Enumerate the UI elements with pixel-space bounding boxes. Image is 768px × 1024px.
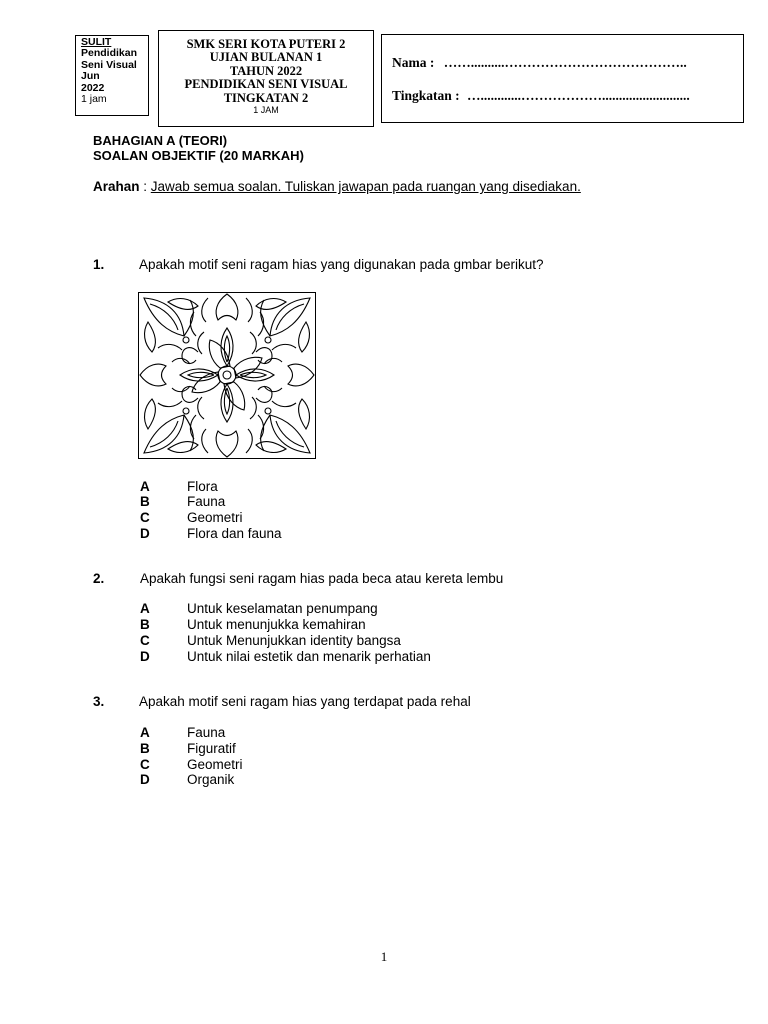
option-text: Flora xyxy=(187,479,218,494)
option-letter: B xyxy=(140,741,150,756)
option-text: Untuk nilai estetik dan menarik perhatian xyxy=(187,649,431,664)
question-number: 2. xyxy=(93,571,105,586)
option-letter: A xyxy=(140,725,150,740)
instruction xyxy=(93,179,581,194)
option-a[interactable] xyxy=(140,601,378,617)
exam-subject: PENDIDIKAN SENI VISUAL xyxy=(184,77,348,92)
option-d[interactable] xyxy=(140,526,282,542)
option-letter: B xyxy=(140,617,150,632)
exam-name: UJIAN BULANAN 1 xyxy=(209,50,323,65)
option-text: Fauna xyxy=(187,494,226,509)
option-text: Organik xyxy=(187,772,235,787)
subject-line: Pendidikan xyxy=(81,47,138,60)
option-a[interactable] xyxy=(140,479,218,495)
subject-line: Jun xyxy=(81,70,100,83)
option-b[interactable] xyxy=(140,617,366,633)
question-text: Apakah fungsi seni ragam hias pada beca atau kereta lembu xyxy=(140,571,504,586)
option-b[interactable] xyxy=(140,494,225,510)
option-d[interactable] xyxy=(140,772,234,788)
question-text: Apakah motif seni ragam hias yang terdapat pada rehal xyxy=(139,694,471,709)
option-letter: D xyxy=(140,772,150,787)
option-text: Untuk keselamatan penumpang xyxy=(187,601,378,616)
section-subtitle: SOALAN OBJEKTIF (20 MARKAH) xyxy=(93,148,304,163)
exam-duration: 1 JAM xyxy=(253,105,279,116)
option-text: Flora dan fauna xyxy=(187,526,282,541)
option-letter: C xyxy=(140,510,150,525)
question-number: 3. xyxy=(93,694,105,709)
option-letter: A xyxy=(140,479,150,494)
subject-line: Seni Visual xyxy=(81,58,137,71)
option-letter: C xyxy=(140,633,150,648)
nama-field[interactable]: ……..........………………………………….. xyxy=(443,55,687,70)
option-letter: D xyxy=(140,526,150,541)
option-d[interactable] xyxy=(140,649,431,665)
option-letter: A xyxy=(140,601,150,616)
option-c[interactable] xyxy=(140,510,243,526)
option-letter: D xyxy=(140,649,150,664)
option-text: Figuratif xyxy=(187,741,236,756)
floral-motif-image xyxy=(138,292,316,459)
subject-info-box xyxy=(75,35,149,116)
option-a[interactable] xyxy=(140,725,225,741)
option-text: Fauna xyxy=(187,725,226,740)
sulit-label: SULIT xyxy=(81,36,112,48)
exam-title-box xyxy=(158,30,374,127)
school-name: SMK SERI KOTA PUTERI 2 xyxy=(186,37,346,51)
option-c[interactable] xyxy=(140,757,243,773)
option-text: Geometri xyxy=(187,757,243,772)
instruction-separator: : xyxy=(139,179,151,194)
option-letter: B xyxy=(140,494,150,509)
question-text: Apakah motif seni ragam hias yang digunakan pada gmbar berikut? xyxy=(139,257,544,272)
option-letter: C xyxy=(140,757,150,772)
option-text: Geometri xyxy=(187,510,243,525)
duration-label: 1 jam xyxy=(81,93,107,106)
question-number: 1. xyxy=(93,257,105,272)
tingkatan-row[interactable] xyxy=(392,88,690,104)
student-info-box xyxy=(381,34,744,123)
exam-year: TAHUN 2022 xyxy=(229,63,303,78)
instruction-text: Jawab semua soalan. Tuliskan jawapan pada ruangan yang disediakan. xyxy=(150,179,581,194)
exam-form: TINGKATAN 2 xyxy=(223,90,309,105)
section-title: BAHAGIAN A (TEORI) xyxy=(93,133,228,148)
tingkatan-field[interactable]: …............……………….......................... xyxy=(467,88,690,103)
option-c[interactable] xyxy=(140,633,401,649)
nama-label: Nama : xyxy=(392,55,435,70)
nama-row[interactable] xyxy=(392,55,687,71)
option-text: Untuk Menunjukkan identity bangsa xyxy=(187,633,401,648)
instruction-label: Arahan xyxy=(93,179,140,194)
option-text: Untuk menunjukka kemahiran xyxy=(187,617,366,632)
page-number: 1 xyxy=(380,949,388,964)
option-b[interactable] xyxy=(140,741,236,757)
subject-line: 2022 xyxy=(81,81,105,94)
tingkatan-label: Tingkatan : xyxy=(392,88,460,103)
